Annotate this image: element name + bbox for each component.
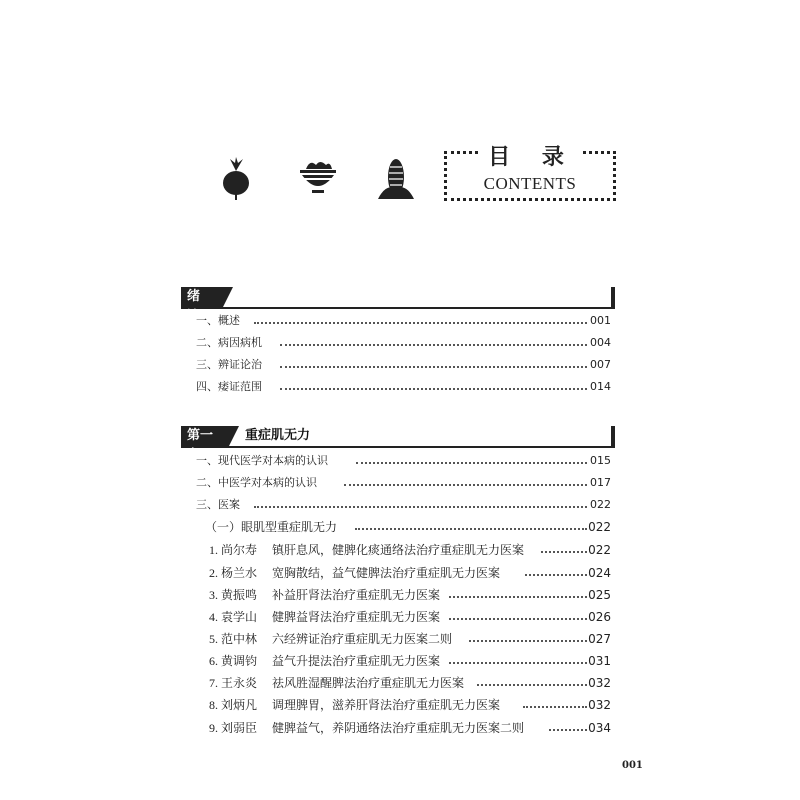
contents-title-box <box>444 145 616 201</box>
dot-leader <box>254 322 587 324</box>
corn-icon <box>376 157 416 201</box>
dot-leader <box>356 462 587 464</box>
toc-case-entry[interactable]: 5. 范中林 六经辨证治疗重症肌无力医案二则 027 <box>209 632 611 646</box>
title-main: 目 录 <box>478 145 582 170</box>
dot-leader <box>344 484 587 486</box>
toc-entry[interactable]: 三、辨证论治 007 <box>196 358 611 371</box>
dot-leader <box>525 574 587 576</box>
dot-leader <box>355 528 587 530</box>
dot-leader <box>523 706 587 708</box>
toc-entry[interactable]: 三、医案 022 <box>196 498 611 511</box>
bowl-icon <box>296 157 340 197</box>
toc-entry[interactable]: 二、病因病机 004 <box>196 336 611 349</box>
toc-entry[interactable]: 二、中医学对本病的认识 017 <box>196 476 611 489</box>
toc-case-entry[interactable]: 2. 杨兰水 宽胸散结，益气健脾法治疗重症肌无力医案 024 <box>209 566 611 580</box>
toc-subsection[interactable]: （一）眼肌型重症肌无力 022 <box>205 520 611 534</box>
section-intro-label: 绪 论 <box>181 287 223 307</box>
toc-case-entry[interactable]: 9. 刘弱臣 健脾益气，养阴通络法治疗重症肌无力医案二则 034 <box>209 721 611 735</box>
dot-leader <box>541 551 587 553</box>
dot-leader <box>254 506 587 508</box>
toc-case-entry[interactable]: 8. 刘炳凡 调理脾胃，滋养肝肾法治疗重症肌无力医案 032 <box>209 698 611 712</box>
dot-leader <box>449 596 587 598</box>
beet-icon <box>216 157 256 201</box>
toc-case-entry[interactable]: 1. 尚尔寿 镇肝息风，健脾化痰通络法治疗重症肌无力医案 022 <box>209 543 611 557</box>
toc-case-entry[interactable]: 7. 王永炎 祛风胜湿醒脾法治疗重症肌无力医案 032 <box>209 676 611 690</box>
toc-entry[interactable]: 一、概述 001 <box>196 314 611 327</box>
section-chapter1-label: 第一章 <box>181 426 229 446</box>
dot-leader <box>449 662 587 664</box>
toc-entry[interactable]: 四、痿证范围 014 <box>196 380 611 393</box>
dot-leader <box>477 684 587 686</box>
icon-row <box>216 157 416 207</box>
page-number: 001 <box>622 760 643 771</box>
toc-entry[interactable]: 一、现代医学对本病的认识 015 <box>196 454 611 467</box>
toc-case-entry[interactable]: 3. 黄振鸣 补益肝肾法治疗重症肌无力医案 025 <box>209 588 611 602</box>
toc-case-entry[interactable]: 6. 黄调钧 益气升提法治疗重症肌无力医案 031 <box>209 654 611 668</box>
dot-leader <box>280 366 587 368</box>
dot-leader <box>280 344 587 346</box>
dot-leader <box>280 388 587 390</box>
dot-leader <box>449 618 587 620</box>
section-chapter1-title: 重症肌无力 <box>245 428 311 443</box>
title-sub: CONTENTS <box>483 174 577 193</box>
dot-leader <box>549 729 587 731</box>
toc-case-entry[interactable]: 4. 袁学山 健脾益肾法治疗重症肌无力医案 026 <box>209 610 611 624</box>
dot-leader <box>469 640 587 642</box>
